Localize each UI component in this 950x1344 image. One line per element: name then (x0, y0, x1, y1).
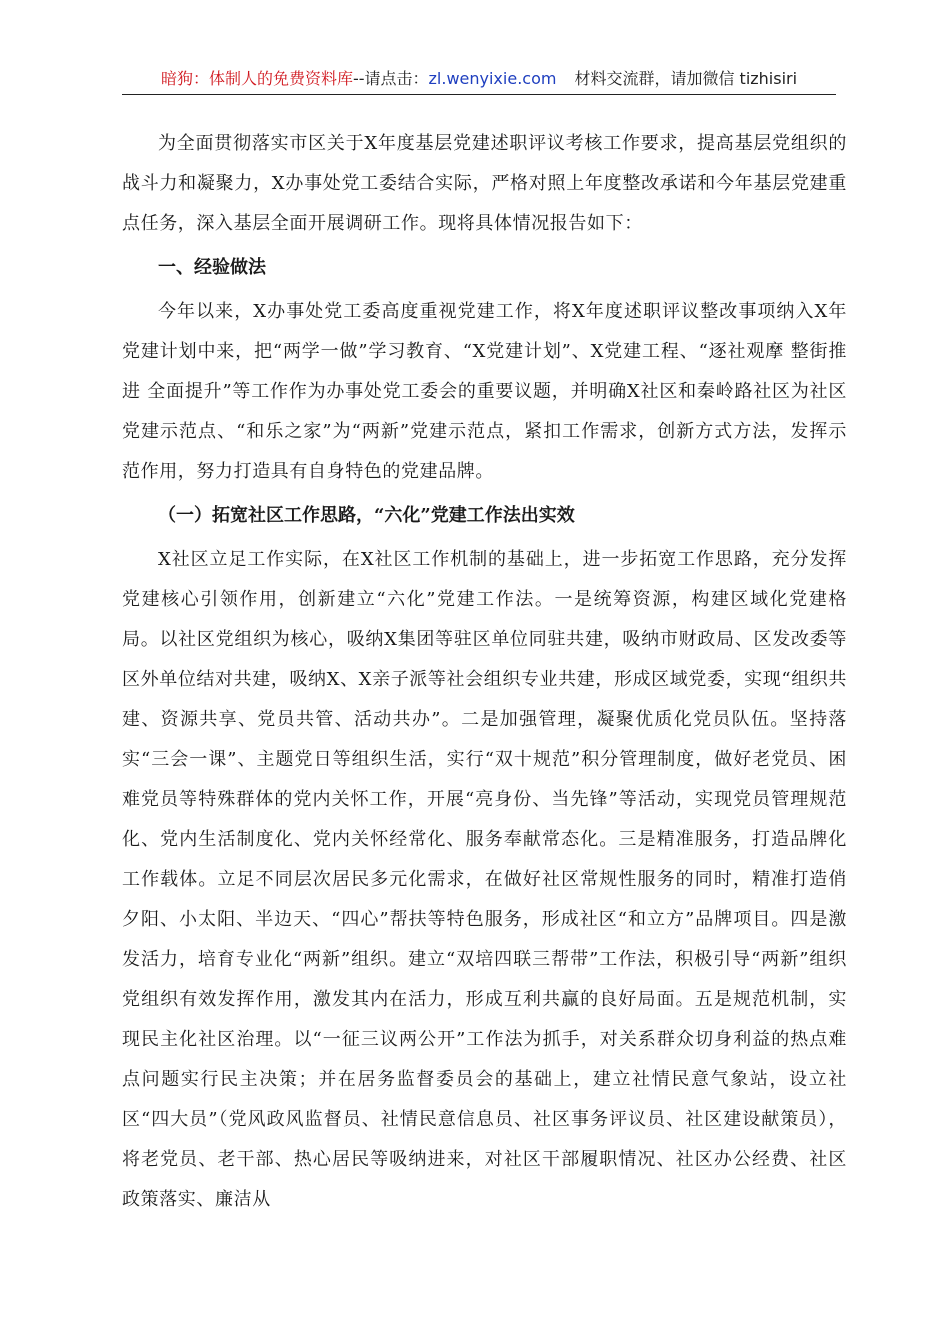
subsection-paragraph-community: X社区立足工作实际，在X社区工作机制的基础上，进一步拓宽工作思路，充分发挥党建核心引领作用，创新建立“六化”党建工作法。一是统筹资源，构建区域化党建格局。以社区党组织为核心，吸纳X集团等驻区单位同驻共建，吸纳市财政局、区发改委等区外单位结对共建，吸纳X、X亲子派等社会组织专业共建，形成区域党委，实现“组织共建、资源共享、党员共管、活动共办”。二是加强管理，凝聚优质化党员队伍。坚持落实“三会一课”、主题党日等组织生活，实行“双十规范”积分管理制度，做好老党员、困难党员等特殊群体的党内关怀工作，开展“亮身份、当先锋”等活动，实现党员管理规范化、党内生活制度化、党内关怀经常化、服务奉献常态化。三是精准服务，打造品牌化工作载体。立足不同层次居民多元化需求，在做好社区常规性服务的同时，精准打造俏夕阳、小太阳、半边天、“四心”帮扶等特色服务，形成社区“和立方”品牌项目。四是激发活力，培育专业化“两新”组织。建立“双培四联三帮带”工作法，积极引导“两新”组织党组织有效发挥作用，激发其内在活力，形成互利共赢的良好局面。五是规范机制，实现民主化社区治理。以“一征三议两公开”工作法为抓手，对关系群众切身利益的热点难点问题实行民主决策；并在居务监督委员会的基础上，建立社情民意气象站，设立社区“四大员”（党风政风监督员、社情民意信息员、社区事务评议员、社区建设献策员），将老党员、老干部、热心居民等吸纳进来，对社区干部履职情况、社区办公经费、社区政策落实、廉洁从 (122, 549, 847, 1210)
page-header (122, 66, 836, 95)
intro-paragraph: 为全面贯彻落实市区关于X年度基层党建述职评议考核工作要求，提高基层党组织的战斗力和凝聚力，X办事处党工委结合实际，严格对照上年度整改承诺和今年基层党建重点任务，深入基层全面开展调研工作。现将具体情况报告如下： (122, 133, 847, 234)
header-click-prefix: --请点击： (352, 69, 429, 88)
subsection-heading-community: （一）拓宽社区工作思路，“六化”党建工作法出实效 (158, 505, 575, 526)
section-heading-experience: 一、经验做法 (158, 257, 266, 278)
document-body (122, 124, 847, 1220)
header-link[interactable]: zl.wenyixie.com (428, 69, 557, 88)
section-paragraph-experience: 今年以来，X办事处党工委高度重视党建工作，将X年度述职评议整改事项纳入X年党建计划中来，把“两学一做”学习教育、“X党建计划”、X党建工程、“逐社观摩 整街推进 全面提升”等工作作为办事处党工委会的重要议题，并明确X社区和秦岭路社区为社区党建示范点、“和乐之家”为“两新”党建示范点，紧扣工作需求，创新方式方法，发挥示范作用，努力打造具有自身特色的党建品牌。 (122, 301, 847, 482)
header-brand: 暗狗：体制人的免费资料库 (160, 69, 353, 88)
header-contact: 材料交流群，请加微信 tizhisiri (574, 69, 798, 88)
